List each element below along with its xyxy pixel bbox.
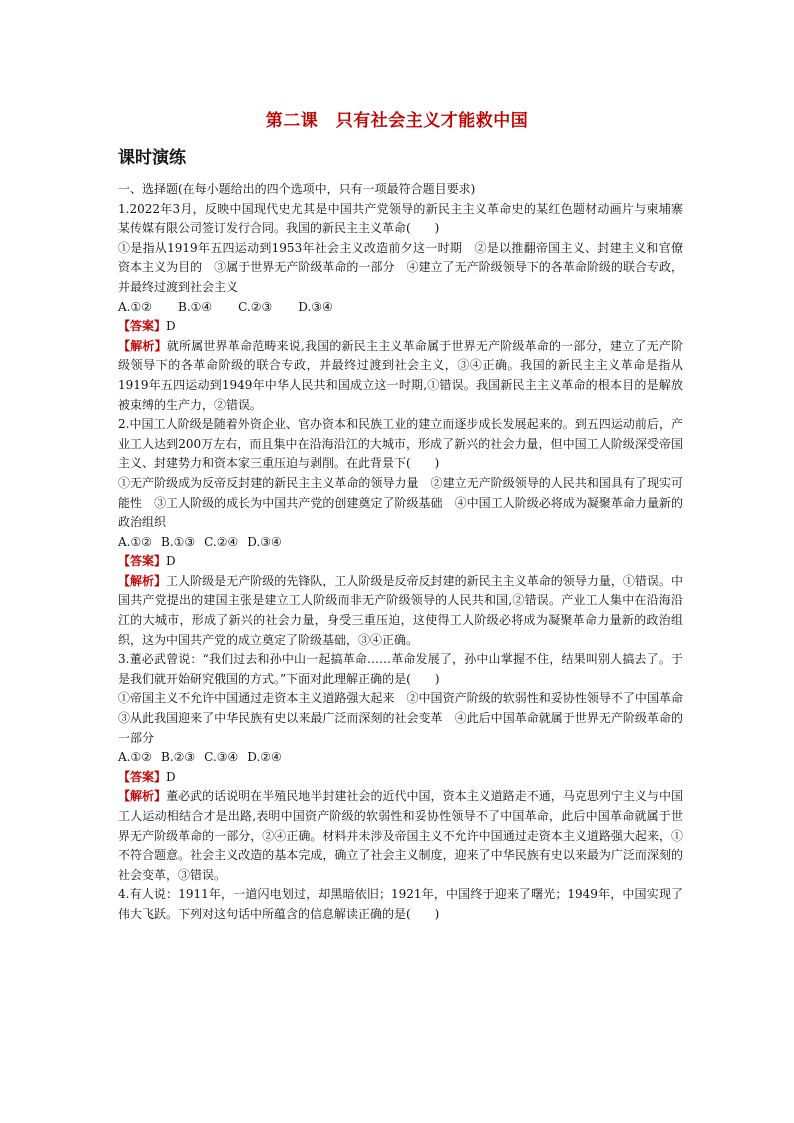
answer-options	[118, 748, 683, 768]
option-b: B.①④	[178, 299, 213, 314]
analysis-paragraph	[118, 337, 683, 415]
option-a: A.①②	[118, 299, 152, 314]
lesson-title: 第二课 只有社会主义才能救中国	[265, 111, 529, 131]
question-stem: 4.有人说：1911年，一道闪电划过，却黑暗依旧；1921年，中国终于迎来了曙光；1949年，中国实现了伟大飞跃。下列对这句话中所蕴含的信息解读正确的是( )	[118, 887, 683, 921]
option-a: A.①②	[118, 750, 152, 765]
answer-options	[118, 298, 683, 318]
analysis-text: 就所属世界革命范畴来说,我国的新民主主义革命属于世界无产阶级革命的一部分，建立了无产阶级领导下的各革命阶级的联合专政，并最终过渡到社会主义，③④正确。我国的新民主主义革命是指从1919年五四运动到1949年中华人民共和国成立这一时期,①错误。我国新民主主义革命的根本目的是解放被束缚的生产力，②错误。	[118, 338, 683, 412]
analysis-paragraph	[118, 572, 683, 650]
question-3	[118, 650, 696, 885]
option-c: C.③④	[204, 750, 239, 765]
answer-value: D	[166, 319, 176, 334]
answer-value: D	[166, 554, 176, 569]
option-d: D.③④	[247, 534, 282, 549]
answer-line	[118, 552, 683, 572]
option-c: C.②④	[204, 534, 239, 549]
section-heading: 课时演练	[118, 148, 186, 168]
analysis-paragraph	[118, 787, 683, 885]
question-statements: ①是指从1919年五四运动到1953年社会主义改造前夕这一时期 ②是以推翻帝国主义、封建主义和官僚资本主义为目的 ③属于世界无产阶级革命的一部分 ④建立了无产阶级领导下的各革命阶级的联合专政，并最终过渡到社会主义	[118, 240, 683, 294]
question-stem: 3.董必武曾说：“我们过去和孙中山一起搞革命……革命发展了，孙中山掌握不住，结果叫别人搞去了。于是我们就开始研究俄国的方式。”下面对此理解正确的是( )	[118, 652, 683, 686]
question-stem: 1.2022年3月，反映中国现代史尤其是中国共产党领导的新民主主义革命史的某红色题材动画片与柬埔寨某传媒有限公司签订发行合同。我国的新民主主义革命( )	[118, 201, 683, 236]
answer-label: 【答案】	[118, 769, 167, 784]
answer-label: 【答案】	[118, 554, 167, 569]
question-stem: 2.中国工人阶级是随着外资企业、官办资本和民族工业的建立而逐步成长发展起来的。到五四运动前后，产业工人达到200万左右，而且集中在沿海沿江的大城市，形成了新兴的社会力量，但中国工人阶级深受帝国主义、封建势力和资本家三重压迫与剥削。在此背景下( )	[118, 417, 683, 471]
question-1	[118, 200, 683, 416]
analysis-text: 董必武的话说明在半殖民地半封建社会的近代中国，资本主义道路走不通，马克思列宁主义与中国工人运动相结合才是出路,表明中国资产阶级的软弱性和妥协性领导不了中国革命，此后中国革命就属于世界无产阶级革命的一部分，②④正确。材料并未涉及帝国主义不允许中国通过走资本主义道路强大起来，①不符合题意。社会主义改造的基本完成，确立了社会主义制度，迎来了中华民族有史以来最为广泛而深刻的社会变革，③错误。	[118, 789, 683, 882]
part-heading: 一、选择题(在每小题给出的四个选项中，只有一项最符合题目要求)	[118, 182, 476, 196]
option-d: D.③④	[298, 299, 333, 314]
answer-label: 【答案】	[118, 319, 167, 334]
analysis-label: 【解析】	[118, 573, 167, 588]
question-statements: ①帝国主义不允许中国通过走资本主义道路强大起来 ②中国资产阶级的软弱性和妥协性领导不了中国革命 ③从此我国迎来了中华民族有史以来最广泛而深刻的社会变革 ④此后中国革命就属于世界无产阶级革命的一部分	[118, 691, 696, 745]
exercise-content	[118, 180, 696, 925]
answer-value: D	[166, 769, 176, 784]
question-2	[118, 415, 683, 650]
analysis-label: 【解析】	[118, 789, 167, 804]
answer-line	[118, 317, 683, 337]
answer-options	[118, 533, 683, 553]
option-d: D.②④	[247, 750, 282, 765]
question-4	[118, 885, 683, 924]
option-a: A.①②	[118, 534, 152, 549]
option-c: C.②③	[238, 299, 273, 314]
analysis-label: 【解析】	[118, 338, 167, 353]
question-statements: ①无产阶级成为反帝反封建的新民主主义革命的领导力量 ②建立无产阶级领导的人民共和国具有了现实可能性 ③工人阶级的成长为中国共产党的创建奠定了阶级基础 ④中国工人阶级必将成为凝聚革命力量新的政治组织	[118, 475, 683, 530]
option-b: B.①③	[161, 534, 196, 549]
analysis-text: 工人阶级是无产阶级的先锋队，工人阶级是反帝反封建的新民主主义革命的领导力量，①错误。中国共产党提出的建国主张是建立工人阶级而非无产阶级领导的人民共和国,②错误。产业工人集中在沿海沿江的大城市，形成了新兴的社会力量，身受三重压迫，这使得工人阶级必将成为凝聚革命力量新的政治组织，这为中国共产党的成立奠定了阶级基础，③④正确。	[118, 573, 683, 647]
answer-line	[118, 768, 683, 788]
option-b: B.②③	[161, 750, 196, 765]
